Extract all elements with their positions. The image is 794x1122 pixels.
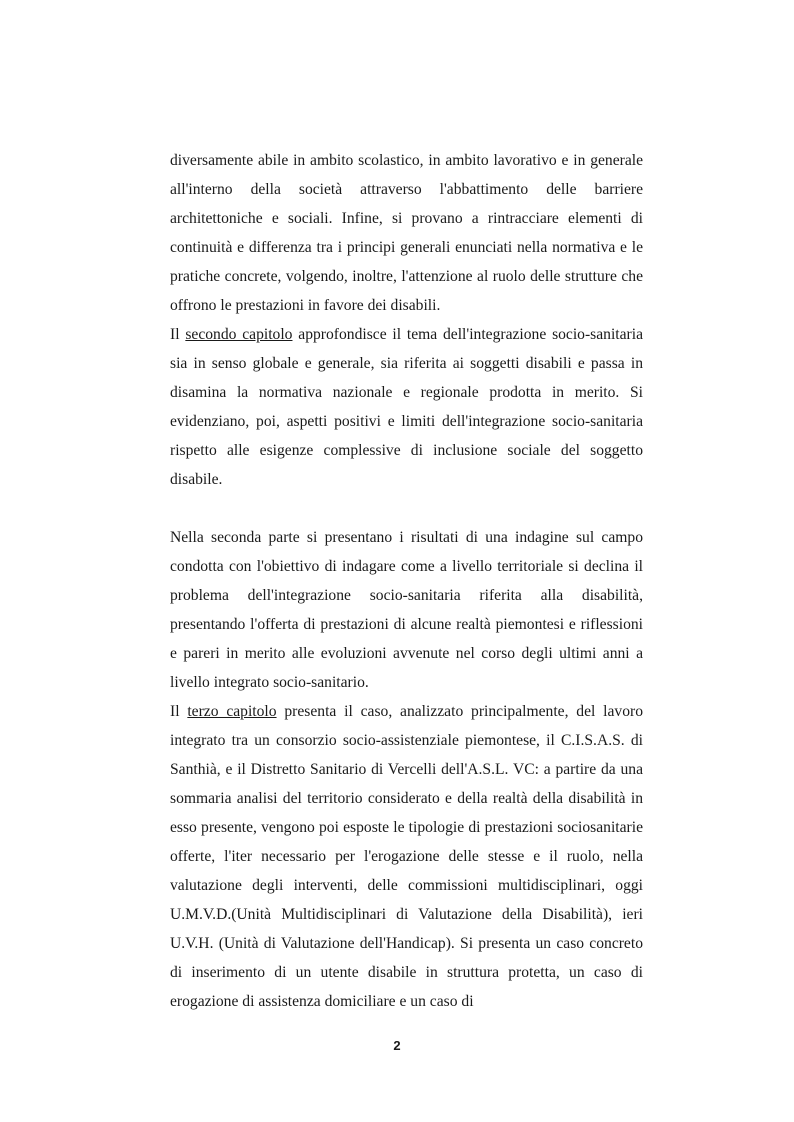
chapter-heading-second: secondo capitolo [185,326,293,343]
paragraph-prefix: Il [170,703,188,720]
page-number: 2 [393,1038,401,1053]
paragraph-body: presenta il caso, analizzato principalmente, del lavoro integrato tra un consorzio socio-assistenziale piemontese, il C.I.S.A.S. di Santhià, e il Distretto Sanitario di Vercelli dell'A.S.L. VC: a partire da una sommaria analisi del territorio considerato e della realtà della disabilità in esso presente, vengono poi esposte le tipologie di prestazioni sociosanitarie offerte, l'iter necessario per l'erogazione delle stesse e il ruolo, nella valutazione degli interventi, delle commissioni multidisciplinari, oggi U.M.V.D.(Unità Multidisciplinari di Valutazione della Disabilità), ieri U.V.H. (Unità di Valutazione dell'Handicap). Si presenta un caso concreto di inserimento di un utente disabile in struttura protetta, un caso di erogazione di assistenza domiciliare e un caso di [170,703,643,1010]
body-text [170,146,643,1016]
paragraph-body: approfondisce il tema dell'integrazione socio-sanitaria sia in senso globale e generale, sia riferita ai soggetti disabili e passa in disamina la normativa nazionale e regionale prodotta in merito. Si evidenziano, poi, aspetti positivi e limiti dell'integrazione socio-sanitaria rispetto alle esigenze complessive di inclusione sociale del soggetto disabile. [170,326,643,488]
chapter-heading-third: terzo capitolo [187,703,277,720]
paragraph-third-chapter [170,697,643,1016]
paragraph-intro-continuation: diversamente abile in ambito scolastico, in ambito lavorativo e in generale all'interno della società attraverso l'abbattimento delle barriere architettoniche e sociali. Infine, si provano a rintracciare elementi di continuità e differenza tra i principi generali enunciati nella normativa e le pratiche concrete, volgendo, inoltre, l'attenzione al ruolo delle strutture che offrono le prestazioni in favore dei disabili. [170,152,643,314]
paragraph-second-chapter [170,320,643,494]
paragraph-prefix: Il [170,326,186,343]
paragraph-second-part: Nella seconda parte si presentano i risultati di una indagine sul campo condotta con l'obiettivo di indagare come a livello territoriale si declina il problema dell'integrazione socio-sanitaria riferita alla disabilità, presentando l'offerta di prestazioni di alcune realtà piemontesi e riflessioni e pareri in merito alle evoluzioni avvenute nel corso degli ultimi anni a livello integrato socio-sanitario. [170,529,643,691]
